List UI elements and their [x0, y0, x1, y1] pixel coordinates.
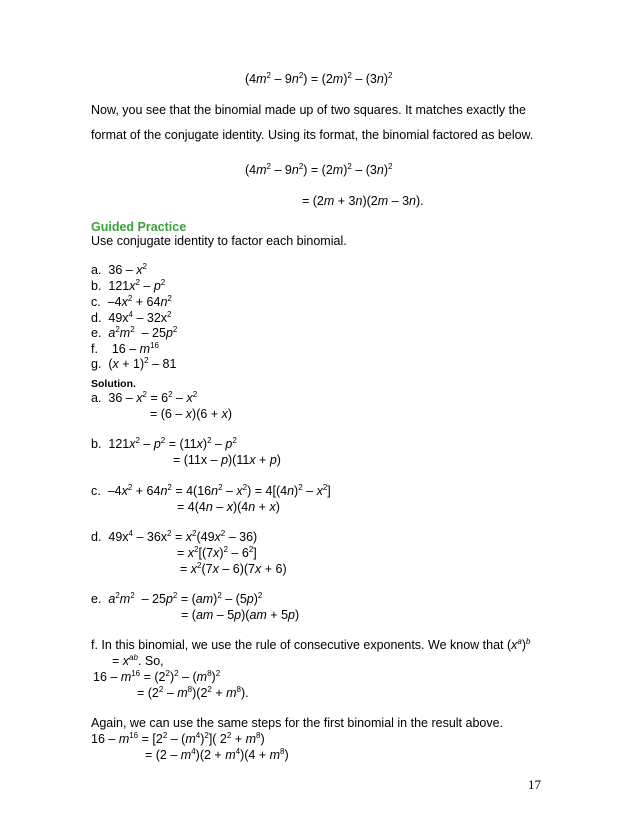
solution-f-line-2: = $x^{ab}$. So, — [112, 653, 164, 668]
solution-b-line-2: = (11x – p)(11x + p) — [173, 453, 281, 467]
paragraph-line-2: format of the conjugate identity. Using its format, the binomial factored as below. — [91, 128, 534, 142]
page-number: 17 — [528, 777, 541, 792]
exercise-b: b. $121x^2 - p^2$ — [91, 278, 166, 293]
guided-practice-heading: Guided Practice — [91, 220, 187, 234]
exercise-a: a. $36 - x^2$ — [91, 262, 147, 277]
equation-factored-1: $(4m^2 - 9n^2) = (2m)^2 - (3n)^2$ — [245, 162, 393, 177]
solution-f-line-6: = $(2 - m^4)(2 + m^4)(4 + m^8)$ — [145, 747, 289, 762]
solution-a-line-2: = (6 – x)(6 + x) — [150, 407, 232, 421]
exercise-g: g. $(x + 1)^2 - 81$ — [91, 356, 177, 371]
solution-f-line-1: f. In this binomial, we use the rule of consecutive exponents. We know that $(x^a)^b$ — [91, 637, 531, 652]
solution-f-line-3: $16 - m^{16} = (2^2)^2 - (m^8)^2$ — [93, 669, 221, 684]
closing-paragraph: Again, we can use the same steps for the first binomial in the result above. — [91, 716, 504, 730]
solution-f-intro: f. In this binomial, we use the rule of consecutive exponents. We know that ( — [91, 638, 512, 652]
equation-opening: $(4m^2 - 9n^2) = (2m)^2 - (3n)^2$ — [245, 71, 393, 86]
paragraph-line-1: Now, you see that the binomial made up of two squares. It matches exactly the — [91, 103, 526, 117]
solution-f-line-5: $16 - m^{16} = [2^2 - (m^4)^2]$( $2^2 + m^8$) — [91, 731, 265, 746]
guided-practice-instruction: Use conjugate identity to factor each binomial. — [91, 234, 347, 248]
solution-c-line-2: = 4(4n – x)(4n + x) — [177, 500, 280, 514]
solution-d-line-2: = $x^2[(7x)^2 - 6^2]$ — [177, 545, 257, 560]
exercise-d: d. $49x^4 - 32x^2$ — [91, 310, 172, 325]
solution-heading: Solution. — [91, 378, 136, 390]
exercise-c: c. $-4x^2 + 64n^2$ — [91, 294, 172, 309]
equation-factored-2: = (2m + 3n)(2m – 3n). — [302, 194, 424, 208]
solution-c-line-1: c. $-4x^2 + 64n^2 = 4(16n^2 - x^2) = 4[(4n)^2 - x^2]$ — [91, 483, 331, 498]
solution-e-line-1: e. $a^2m^2 - 25p^2 = (am)^2 - (5p)^2$ — [91, 591, 263, 606]
exercise-e: e. $a^2m^2 - 25p^2$ — [91, 325, 178, 340]
solution-b-line-1: b. $121x^2 - p^2 = (11x)^2 - p^2$ — [91, 436, 237, 451]
solution-e-line-2: = (am – 5p)(am + 5p) — [181, 608, 300, 622]
solution-d-line-3: = $x^2(7x - 6)(7x + 6)$ — [180, 561, 287, 576]
solution-a-line-1: a. $36 - x^2 = 6^2 - x^2$ — [91, 390, 198, 405]
exercise-f: f. $16 - m^{16}$ — [91, 341, 159, 356]
solution-d-line-1: d. $49x^4 - 36x^2 = x^2(49x^2 - 36)$ — [91, 529, 258, 544]
solution-f-line-4: = $(2^2 - m^8)(2^2 + m^8)$. — [137, 685, 249, 700]
solution-f-so: . So, — [137, 654, 164, 668]
